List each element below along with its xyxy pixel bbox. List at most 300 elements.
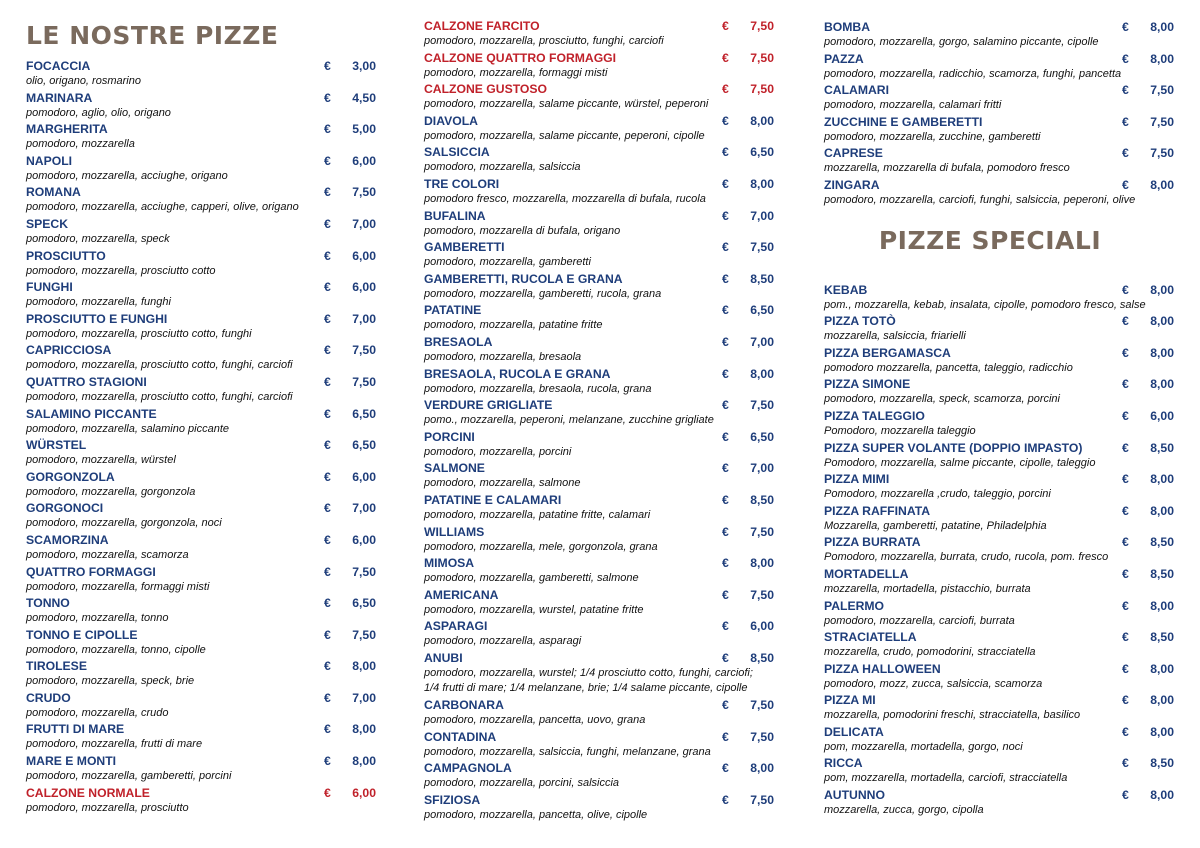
currency-symbol: €: [722, 429, 729, 444]
menu-item-price: 5,00: [352, 122, 376, 137]
currency-symbol: €: [324, 216, 331, 231]
menu-item: [424, 460, 774, 492]
menu-item-row: [824, 114, 1174, 130]
menu-item: [824, 440, 1174, 472]
menu-item: [26, 564, 376, 596]
currency-symbol: €: [1122, 177, 1129, 192]
menu-item: [26, 627, 376, 659]
menu-item-price: 6,50: [750, 145, 774, 160]
menu-item-description: mozzarella, pomodorini freschi, stracciatella, basilico: [824, 709, 1081, 722]
currency-symbol: €: [722, 19, 729, 33]
menu-item: [824, 51, 1174, 83]
currency-symbol: €: [1122, 724, 1129, 739]
menu-item: [26, 216, 376, 248]
menu-item-row: [424, 176, 774, 192]
menu-item-description: pomodoro fresco, mozzarella, mozzarella di bufala, rucola: [424, 192, 706, 205]
menu-item-price: 6,00: [352, 785, 376, 800]
menu-item-name: CARBONARA: [424, 698, 504, 713]
currency-symbol: €: [1122, 146, 1129, 161]
menu-item-price: 6,00: [352, 469, 376, 484]
menu-item-row: [26, 279, 376, 295]
menu-item: [824, 471, 1174, 503]
currency-symbol: €: [324, 722, 331, 737]
menu-item-description: pomodoro, mozzarella, funghi: [26, 296, 171, 309]
menu-item-name: PAZZA: [824, 51, 864, 66]
currency-symbol: €: [324, 501, 331, 516]
currency-symbol: €: [324, 564, 331, 579]
currency-symbol: €: [722, 556, 729, 571]
menu-item-name: GORGONZOLA: [26, 469, 115, 484]
menu-item-description: pomodoro, mozzarella, wurstel, patatine fritte: [424, 603, 644, 616]
menu-item-row: [824, 724, 1174, 740]
menu-item: [424, 366, 774, 398]
menu-item-description: pomodoro, mozzarella, zucchine, gamberetti: [824, 130, 1041, 143]
currency-symbol: €: [1122, 440, 1129, 455]
menu-item-name: ROMANA: [26, 185, 81, 200]
menu-item-price: 6,50: [352, 596, 376, 611]
menu-item-name: SALMONE: [424, 461, 485, 476]
menu-item-description: pomodoro, mozzarella, calamari fritti: [824, 99, 1002, 112]
menu-item-row: [424, 760, 774, 776]
menu-item-row: [824, 345, 1174, 361]
menu-item-description: pomodoro, mozzarella, gamberetti, rucola, grana: [424, 287, 662, 300]
menu-item: [424, 302, 774, 334]
menu-item: [424, 81, 774, 113]
menu-item-row: [26, 532, 376, 548]
menu-item-price: 8,00: [1150, 503, 1174, 518]
menu-item-description: pomodoro, mozzarella, bresaola, rucola, grana: [424, 382, 652, 395]
menu-item: [26, 153, 376, 185]
menu-item-row: [424, 113, 774, 129]
menu-item-row: [26, 342, 376, 358]
currency-symbol: €: [722, 698, 729, 713]
menu-item-description: pomodoro, mozzarella, tonno, cipolle: [26, 643, 206, 656]
menu-item-name: GAMBERETTI, RUCOLA E GRANA: [424, 271, 623, 286]
menu-item: [26, 342, 376, 374]
menu-item: [824, 692, 1174, 724]
menu-item-description: pomodoro, mozzarella, patatine fritte: [424, 319, 603, 332]
menu-item-name: TONNO: [26, 596, 70, 611]
menu-item-price: 8,00: [1150, 314, 1174, 329]
menu-item: [824, 19, 1174, 51]
menu-item-row: [824, 145, 1174, 161]
currency-symbol: €: [722, 587, 729, 602]
menu-item-name: AUTUNNO: [824, 788, 885, 803]
menu-item-row: [424, 239, 774, 255]
menu-item-description: pomodoro, mozzarella, scamorza: [26, 548, 189, 561]
currency-symbol: €: [722, 619, 729, 634]
menu-item-row: [424, 524, 774, 540]
menu-item-row: [824, 82, 1174, 98]
menu-item-name: KEBAB: [824, 282, 868, 297]
menu-item-row: [424, 302, 774, 318]
menu-item-price: 7,50: [750, 50, 774, 65]
menu-item-row: [824, 51, 1174, 67]
menu-item-description: pom, mozzarella, mortadella, carciofi, stracciatella: [824, 772, 1068, 785]
menu-item-description: pomodoro, mozzarella, frutti di mare: [26, 738, 203, 751]
menu-item-row: [26, 90, 376, 106]
menu-item-name: TONNO E CIPOLLE: [26, 627, 138, 642]
currency-symbol: €: [722, 792, 729, 807]
menu-item: [26, 595, 376, 627]
menu-item-name: MIMOSA: [424, 556, 475, 571]
currency-symbol: €: [324, 343, 331, 358]
menu-item-row: [26, 627, 376, 643]
currency-symbol: €: [722, 761, 729, 776]
menu-item-description: pomodoro, mozzarella, asparagi: [424, 635, 582, 648]
menu-item-name: VERDURE GRIGLIATE: [424, 398, 553, 413]
currency-symbol: €: [1122, 20, 1129, 34]
menu-item-name: CALZONE FARCITO: [424, 19, 540, 33]
menu-item-description: pomodoro, mozzarella, speck, scamorza, porcini: [824, 393, 1060, 406]
menu-item-price: 7,00: [750, 208, 774, 223]
menu-item-price: 8,00: [1150, 598, 1174, 613]
currency-symbol: €: [324, 311, 331, 326]
menu-column-3: [824, 0, 1174, 819]
menu-item: [26, 184, 376, 216]
menu-item-price: 7,50: [750, 792, 774, 807]
menu-item-price: 7,50: [750, 587, 774, 602]
currency-symbol: €: [324, 374, 331, 389]
menu-item-name: WILLIAMS: [424, 524, 485, 539]
menu-item-description: pomodoro, mozzarella, speck, brie: [26, 675, 195, 688]
menu-item-row: [26, 184, 376, 200]
menu-item-row: [824, 471, 1174, 487]
currency-symbol: €: [1122, 282, 1129, 297]
menu-item: [424, 208, 774, 240]
menu-item-name: GORGONOCI: [26, 501, 104, 516]
menu-item-row: [424, 650, 774, 666]
menu-item-description: pomodoro, mozzarella, salamino piccante: [26, 422, 229, 435]
currency-symbol: €: [324, 185, 331, 200]
menu-item-price: 8,00: [1150, 788, 1174, 803]
menu-item: [424, 650, 774, 697]
currency-symbol: €: [324, 153, 331, 168]
menu-item: [424, 18, 774, 50]
menu-item: [424, 492, 774, 524]
menu-item: [824, 408, 1174, 440]
menu-item-price: 7,50: [352, 627, 376, 642]
menu-item: [26, 532, 376, 564]
currency-symbol: €: [324, 469, 331, 484]
currency-symbol: €: [722, 176, 729, 191]
menu-item-row: [424, 555, 774, 571]
menu-item: [26, 248, 376, 280]
menu-item-name: ZUCCHINE E GAMBERETTI: [824, 114, 983, 129]
menu-item: [26, 311, 376, 343]
menu-item-description: pomodoro, aglio, olio, origano: [26, 106, 171, 119]
menu-item-name: SCAMORZINA: [26, 532, 109, 547]
menu-item-price: 6,00: [1150, 408, 1174, 423]
menu-item-description: pomodoro, mozzarella, gamberetti: [424, 256, 591, 269]
menu-item-row: [26, 690, 376, 706]
currency-symbol: €: [722, 208, 729, 223]
menu-item-row: [26, 374, 376, 390]
menu-item-name: SALAMINO PICCANTE: [26, 406, 157, 421]
menu-item-price: 8,50: [1150, 756, 1174, 771]
currency-symbol: €: [1122, 51, 1129, 66]
menu-item: [824, 313, 1174, 345]
menu-item-price: 8,00: [750, 176, 774, 191]
menu-item-name: PIZZA TALEGGIO: [824, 408, 925, 423]
menu-item-price: 8,00: [1150, 20, 1174, 34]
section-heading-pizze-speciali: PIZZE SPECIALI: [878, 225, 1102, 255]
currency-symbol: €: [722, 303, 729, 318]
currency-symbol: €: [324, 754, 331, 769]
menu-item-description: pomodoro, mozzarella, formaggi misti: [424, 66, 608, 79]
menu-item-row: [824, 534, 1174, 550]
menu-item-description: pomodoro, mozzarella, pancetta, uovo, grana: [424, 714, 646, 727]
menu-item-row: [424, 460, 774, 476]
menu-item-price: 8,50: [1150, 440, 1174, 455]
menu-item: [424, 176, 774, 208]
menu-item-price: 8,50: [750, 271, 774, 286]
menu-item-price: 7,00: [750, 334, 774, 349]
menu-item-row: [824, 282, 1174, 298]
menu-item-price: 7,50: [750, 524, 774, 539]
menu-item-description: pomodoro, mozzarella, carciofi, burrata: [824, 614, 1015, 627]
menu-item-row: [424, 492, 774, 508]
menu-item: [424, 587, 774, 619]
menu-item-name: BRESAOLA, RUCOLA E GRANA: [424, 366, 611, 381]
menu-item-row: [424, 144, 774, 160]
menu-item-price: 8,00: [750, 556, 774, 571]
menu-item-description: Pomodoro, mozzarella, salme piccante, cipolle, taleggio: [824, 456, 1096, 469]
menu-item: [824, 376, 1174, 408]
menu-item-name: DELICATA: [824, 724, 884, 739]
menu-item-description: pomodoro, mozzarella, salsiccia, funghi, melanzane, grana: [424, 745, 711, 758]
menu-item-row: [26, 311, 376, 327]
menu-list-speciali: [824, 282, 1174, 819]
menu-item: [26, 90, 376, 122]
menu-item: [424, 144, 774, 176]
menu-item-name: PIZZA SIMONE: [824, 377, 911, 392]
menu-item-name: TRE COLORI: [424, 176, 500, 191]
menu-item: [424, 50, 774, 82]
currency-symbol: €: [722, 271, 729, 286]
menu-column-1: [26, 0, 376, 816]
menu-item-name: CAPRICCIOSA: [26, 343, 112, 358]
menu-item-name: PIZZA MI: [824, 693, 876, 708]
menu-item-name: DIAVOLA: [424, 113, 478, 128]
menu-item-description: pomodoro, mozzarella, salame piccante, würstel, peperoni: [424, 98, 709, 111]
menu-item-row: [824, 787, 1174, 803]
menu-item-row: [424, 334, 774, 350]
menu-item: [424, 429, 774, 461]
menu-item-description: Pomodoro, mozzarella taleggio: [824, 424, 976, 437]
menu-item-price: 8,00: [1150, 51, 1174, 66]
menu-item-price: 8,00: [352, 754, 376, 769]
section-heading-le-nostre-pizze: LE NOSTRE PIZZE: [26, 21, 279, 50]
menu-item-row: [424, 429, 774, 445]
currency-symbol: €: [324, 438, 331, 453]
menu-item-name: PROSCIUTTO E FUNGHI: [26, 311, 168, 326]
menu-item: [824, 598, 1174, 630]
menu-item-description: pom, mozzarella, mortadella, gorgo, noci: [824, 740, 1023, 753]
menu-item-row: [424, 208, 774, 224]
menu-item-name: SALSICCIA: [424, 145, 490, 160]
menu-item-description: pomodoro, mozzarella, gamberetti, salmone: [424, 572, 639, 585]
menu-item: [26, 753, 376, 785]
menu-item: [424, 271, 774, 303]
menu-item-name: PROSCIUTTO: [26, 248, 106, 263]
menu-item: [824, 566, 1174, 598]
currency-symbol: €: [722, 113, 729, 128]
menu-item-row: [26, 121, 376, 137]
menu-item-price: 8,00: [1150, 724, 1174, 739]
menu-item-price: 7,00: [352, 690, 376, 705]
menu-item-row: [26, 216, 376, 232]
menu-item-price: 7,50: [750, 82, 774, 97]
menu-item-price: 8,00: [352, 722, 376, 737]
currency-symbol: €: [324, 248, 331, 263]
menu-item-description: pomodoro, mozzarella, gorgonzola: [26, 485, 196, 498]
menu-item-row: [824, 598, 1174, 614]
currency-symbol: €: [324, 90, 331, 105]
menu-item-price: 7,50: [750, 729, 774, 744]
menu-item-description: pomodoro, mozzarella, pancetta, olive, cipolle: [424, 808, 648, 821]
menu-item-name: PATATINE E CALAMARI: [424, 492, 562, 507]
menu-item-description: mozzarella, zucca, gorgo, cipolla: [824, 804, 984, 817]
menu-item-name: PIZZA HALLOWEEN: [824, 661, 941, 676]
currency-symbol: €: [1122, 598, 1129, 613]
menu-item-description: Pomodoro, mozzarella, burrata, crudo, rucola, pom. fresco: [824, 551, 1109, 564]
menu-item-description: pomodoro, mozzarella, acciughe, capperi, olive, origano: [26, 201, 299, 214]
menu-item-row: [26, 785, 376, 801]
currency-symbol: €: [722, 50, 729, 65]
menu-list: [26, 58, 376, 816]
menu-item-price: 8,00: [1150, 377, 1174, 392]
menu-item-price: 7,50: [750, 240, 774, 255]
menu-item-description: pomodoro, mozzarella, mele, gorgonzola, grana: [424, 540, 658, 553]
menu-item-row: [824, 661, 1174, 677]
menu-item-name: WÜRSTEL: [26, 438, 87, 453]
currency-symbol: €: [324, 406, 331, 421]
menu-item-price: 8,50: [750, 650, 774, 665]
menu-item-row: [824, 440, 1174, 456]
menu-item: [424, 239, 774, 271]
menu-item: [26, 721, 376, 753]
menu-item-description: pomodoro, mozzarella, tonno: [26, 612, 169, 625]
menu-item-price: 7,00: [352, 216, 376, 231]
menu-item-price: 8,50: [1150, 535, 1174, 550]
menu-item-price: 8,00: [1150, 693, 1174, 708]
currency-symbol: €: [1122, 566, 1129, 581]
menu-item-row: [824, 313, 1174, 329]
menu-item: [424, 618, 774, 650]
menu-item-price: 7,50: [1150, 146, 1174, 161]
menu-item-row: [824, 408, 1174, 424]
menu-item-row: [424, 271, 774, 287]
menu-item-name: CRUDO: [26, 690, 71, 705]
menu-item-description: pomodoro, mozzarella, gorgo, salamino piccante, cipolle: [824, 36, 1099, 48]
menu-item-row: [26, 564, 376, 580]
menu-item-description: pomodoro, mozzarella, acciughe, origano: [26, 169, 228, 182]
menu-item-name: SPECK: [26, 216, 68, 231]
menu-item-description: pomodoro, mozzarella, prosciutto cotto, funghi, carciofi: [26, 359, 293, 372]
menu-item-price: 7,50: [1150, 114, 1174, 129]
currency-symbol: €: [722, 492, 729, 507]
menu-item-name: PIZZA TOTÒ: [824, 314, 896, 329]
menu-item: [26, 469, 376, 501]
menu-item-price: 6,50: [352, 438, 376, 453]
menu-item: [824, 82, 1174, 114]
currency-symbol: €: [1122, 630, 1129, 645]
menu-item-name: QUATTRO STAGIONI: [26, 374, 147, 389]
menu-item: [824, 145, 1174, 177]
menu-item-name: FUNGHI: [26, 280, 73, 295]
menu-item-price: 7,50: [352, 343, 376, 358]
menu-item-description: pomodoro, mozzarella, salame piccante, peperoni, cipolle: [424, 129, 705, 142]
menu-item: [424, 555, 774, 587]
currency-symbol: €: [722, 145, 729, 160]
menu-item-name: NAPOLI: [26, 153, 73, 168]
menu-item-row: [424, 587, 774, 603]
menu-item: [26, 58, 376, 90]
menu-item-description: pomodoro, mozzarella, salsiccia: [424, 161, 581, 174]
menu-item-price: 6,50: [750, 303, 774, 318]
menu-item-row: [26, 406, 376, 422]
menu-item-name: RICCA: [824, 756, 863, 771]
menu-item-price: 7,00: [352, 501, 376, 516]
menu-item-price: 8,00: [750, 113, 774, 128]
currency-symbol: €: [324, 627, 331, 642]
menu-item: [824, 114, 1174, 146]
menu-column-2: [424, 0, 774, 823]
menu-item-row: [824, 177, 1174, 193]
currency-symbol: €: [1122, 788, 1129, 803]
currency-symbol: €: [722, 398, 729, 413]
menu-item-description: olio, origano, rosmarino: [26, 75, 141, 87]
currency-symbol: €: [722, 524, 729, 539]
currency-symbol: €: [1122, 693, 1129, 708]
currency-symbol: €: [722, 729, 729, 744]
currency-symbol: €: [722, 461, 729, 476]
currency-symbol: €: [324, 59, 331, 73]
menu-item: [424, 334, 774, 366]
menu-item-description: pomodoro, mozzarella, porcini, salsiccia: [424, 777, 620, 790]
menu-item-description: pomodoro, mozzarella, salmone: [424, 477, 581, 490]
menu-item-name: ZINGARA: [824, 177, 880, 192]
menu-item-description: pomodoro, mozzarella, prosciutto, funghi, carciofi: [424, 35, 664, 47]
menu-item-name: SFIZIOSA: [424, 792, 481, 807]
menu-item-name: MORTADELLA: [824, 566, 909, 581]
menu-item-description: pomodoro, mozzarella, prosciutto cotto, funghi: [26, 327, 252, 340]
menu-item: [824, 724, 1174, 756]
menu-item-name: BOMBA: [824, 20, 871, 34]
menu-item-description: pomodoro, mozzarella, würstel: [26, 454, 176, 467]
currency-symbol: €: [1122, 535, 1129, 550]
menu-item-price: 7,50: [750, 698, 774, 713]
menu-item-price: 7,50: [352, 185, 376, 200]
menu-item-row: [424, 81, 774, 97]
menu-item: [424, 113, 774, 145]
menu-item-row: [26, 753, 376, 769]
menu-item: [824, 787, 1174, 819]
menu-item: [26, 658, 376, 690]
menu-item-price: 6,00: [352, 532, 376, 547]
menu-item-price: 7,50: [1150, 83, 1174, 98]
menu-item-price: 8,00: [1150, 345, 1174, 360]
menu-item: [824, 345, 1174, 377]
menu-item-name: PIZZA RAFFINATA: [824, 503, 931, 518]
menu-item-name: CALZONE QUATTRO FORMAGGI: [424, 50, 617, 65]
menu-item-description: pomodoro, mozzarella, bresaola: [424, 350, 582, 363]
menu-item-price: 6,00: [352, 280, 376, 295]
menu-item-description: 1/4 frutti di mare; 1/4 melanzane, brie; 1/4 salame piccante, cipolle: [424, 682, 748, 695]
menu-item-name: BRESAOLA: [424, 334, 493, 349]
currency-symbol: €: [324, 122, 331, 137]
